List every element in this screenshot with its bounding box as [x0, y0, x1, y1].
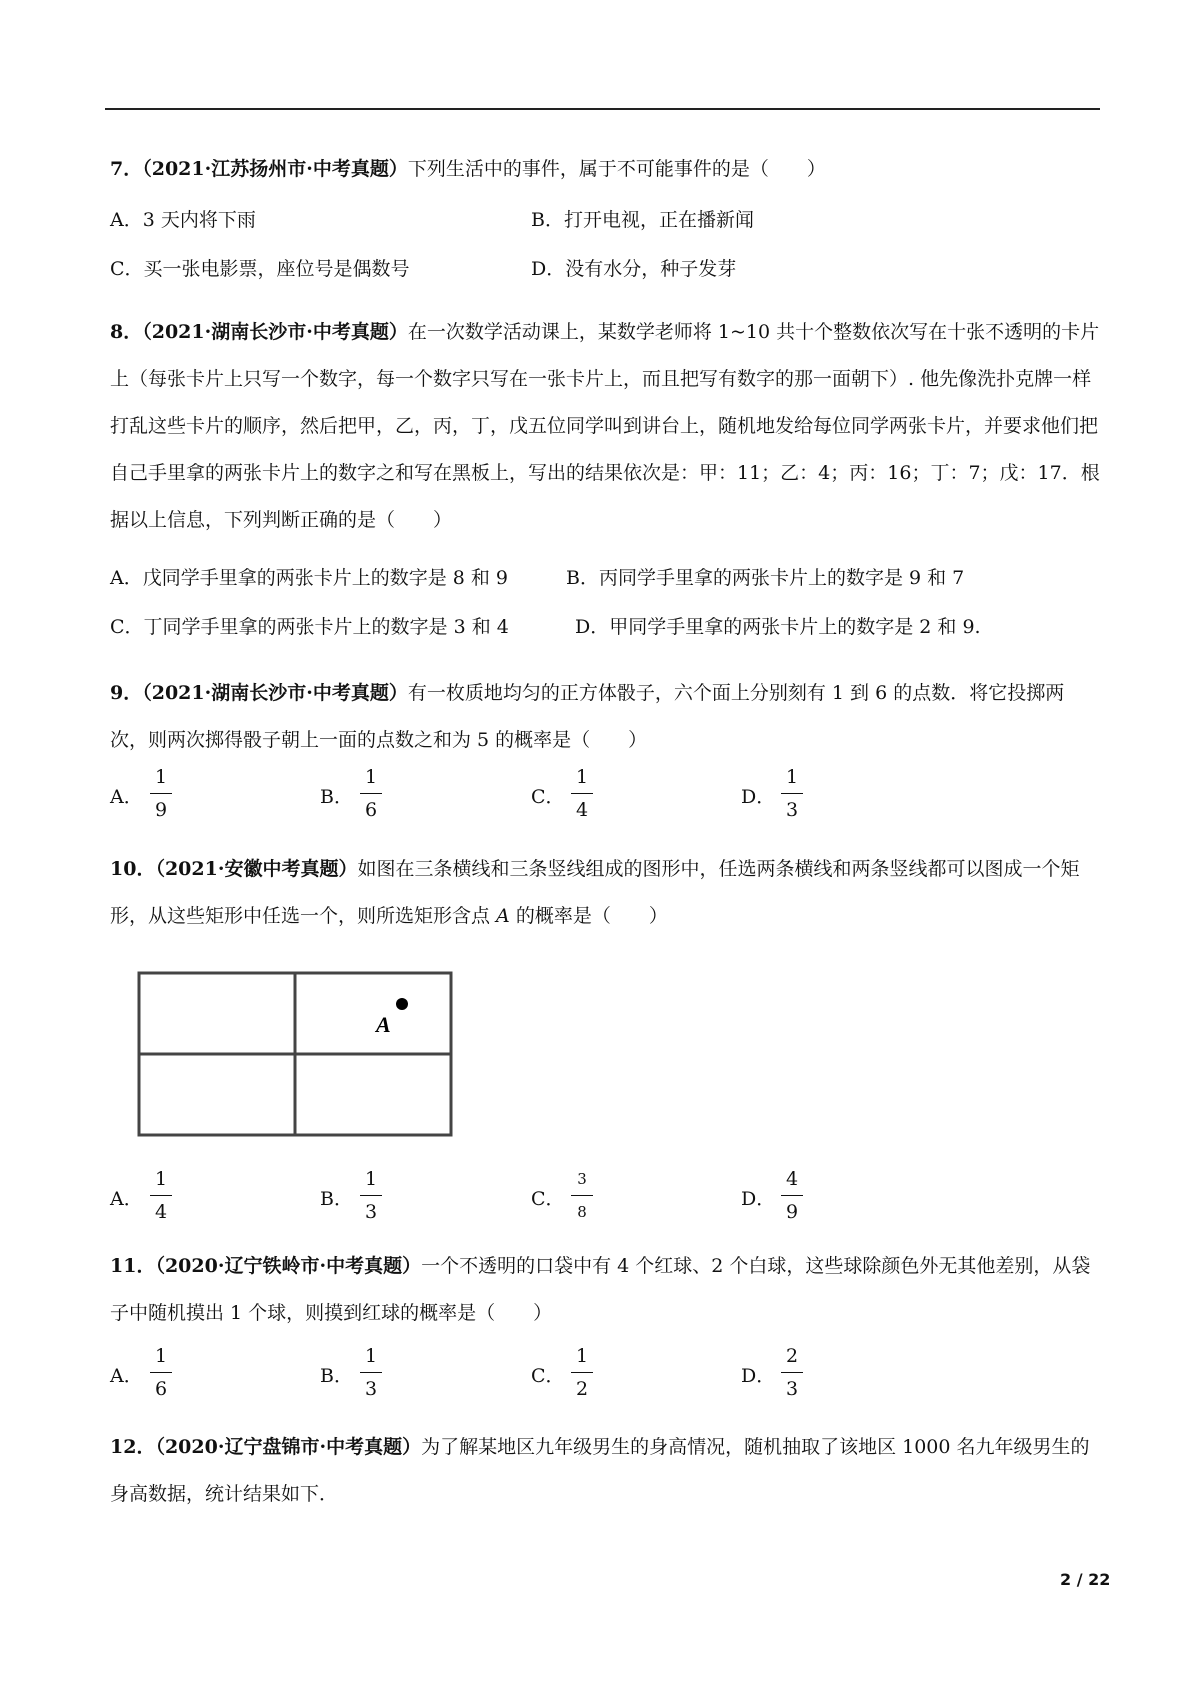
- question-source: （2021·安徽中考真题）: [155, 858, 358, 880]
- option-label: D．: [741, 786, 776, 808]
- fraction: [781, 1166, 803, 1225]
- option-label: C．: [531, 1365, 565, 1387]
- option-b: B．打开电视，正在播新闻: [531, 209, 754, 231]
- option-label: A．: [110, 786, 143, 808]
- point-a-label: A: [376, 1012, 391, 1037]
- option-label: B．: [320, 786, 353, 808]
- question-number: 8．: [110, 321, 143, 343]
- point-label: A: [496, 905, 510, 927]
- question-text: 在一次数学活动课上，某数学老师将 1~10 共十个整数依次写在十张不透明的卡片上（每张卡片上只写一个数字，每一个数字只写在一张卡片上，而且把写有数字的那一面朝下）. 他先像洗扑克牌一样打乱这些卡片的顺序，然后把甲，乙，丙，丁，戊五位同学叫到讲台上，随机地发给每位同学两张卡片，并要求他们把自己手里拿的两张卡片上的数字之和写在黑板上，写出的结果依次是：甲：11；乙：4；丙：16；丁：7；戊：17．根据以上信息，下列判断正确的是（ ）: [110, 321, 1100, 531]
- question-source: （2020·辽宁盘锦市·中考真题）: [155, 1436, 422, 1458]
- fraction: [781, 764, 803, 823]
- question-number: 11．: [110, 1255, 156, 1277]
- option-label: A．: [110, 1188, 143, 1210]
- denominator: 2: [575, 1378, 589, 1400]
- option-label: B．: [320, 1188, 353, 1210]
- fraction: [360, 764, 382, 823]
- fraction: [781, 1343, 803, 1402]
- fraction: [571, 1343, 593, 1402]
- numerator: 1: [364, 766, 378, 788]
- fraction: [150, 1343, 172, 1402]
- question-text: 为了解某地区九年级男生的身高情况，随机抽取了该地区 1000 名九年级男生的身高数据，统计结果如下．: [110, 1436, 1090, 1505]
- fraction: [571, 1166, 593, 1225]
- fraction: [150, 764, 172, 823]
- option-label: B．: [320, 1365, 353, 1387]
- option-label: D．: [741, 1365, 776, 1387]
- option-a: A．戊同学手里拿的两张卡片上的数字是 8 和 9: [110, 567, 509, 589]
- header-rule: [105, 108, 1100, 110]
- question-number: 10．: [110, 858, 156, 880]
- denominator: 9: [785, 1201, 799, 1223]
- numerator: 1: [154, 766, 168, 788]
- option-label: C．: [531, 1188, 565, 1210]
- fraction: [360, 1166, 382, 1225]
- numerator: 1: [575, 1345, 589, 1367]
- point-a-dot: [396, 998, 408, 1010]
- denominator: 3: [785, 799, 799, 821]
- question-number: 7．: [110, 158, 143, 180]
- denominator: 4: [575, 799, 589, 821]
- numerator: 1: [154, 1168, 168, 1190]
- denominator: 3: [364, 1378, 378, 1400]
- fraction: [150, 1166, 172, 1225]
- question-source: （2020·辽宁铁岭市·中考真题）: [155, 1255, 422, 1277]
- option-d: D．甲同学手里拿的两张卡片上的数字是 2 和 9.: [575, 616, 981, 638]
- numerator: 4: [785, 1168, 799, 1190]
- denominator: 3: [785, 1378, 799, 1400]
- grid-figure: [136, 970, 456, 1140]
- option-c: C．买一张电影票，座位号是偶数号: [110, 258, 410, 280]
- numerator: 1: [785, 766, 799, 788]
- numerator: 3: [577, 1170, 587, 1188]
- option-label: C．: [531, 786, 565, 808]
- option-a: A．3 天内将下雨: [110, 209, 256, 231]
- question-12: [110, 1424, 1100, 1518]
- numerator: 1: [154, 1345, 168, 1367]
- denominator: 8: [577, 1203, 587, 1221]
- question-10: [110, 846, 1100, 940]
- denominator: 6: [364, 799, 378, 821]
- denominator: 6: [154, 1378, 168, 1400]
- numerator: 1: [364, 1168, 378, 1190]
- question-source: （2021·江苏扬州市·中考真题）: [142, 158, 408, 180]
- denominator: 9: [154, 799, 168, 821]
- question-text: 有一枚质地均匀的正方体骰子，六个面上分别刻有 1 到 6 的点数．将它投掷两次，则两次掷得骰子朝上一面的点数之和为 5 的概率是（ ）: [110, 682, 1065, 751]
- numerator: 2: [785, 1345, 799, 1367]
- question-text: 下列生活中的事件，属于不可能事件的是（ ）: [407, 158, 826, 180]
- question-text: 如图在三条横线和三条竖线组成的图形中，任选两条横线和两条竖线都可以图成一个矩形，从这些矩形中任选一个，则所选矩形含点: [110, 858, 1080, 927]
- question-text: 一个不透明的口袋中有 4 个红球、2 个白球，这些球除颜色外无其他差别，从袋子中随机摸出 1 个球，则摸到红球的概率是（ ）: [110, 1255, 1091, 1324]
- option-b: B．丙同学手里拿的两张卡片上的数字是 9 和 7: [566, 567, 965, 589]
- option-d: D．没有水分，种子发芽: [531, 258, 737, 280]
- question-7: [110, 146, 1100, 193]
- question-8: [110, 309, 1100, 544]
- question-source: （2021·湖南长沙市·中考真题）: [142, 682, 408, 704]
- question-source: （2021·湖南长沙市·中考真题）: [142, 321, 408, 343]
- denominator: 4: [154, 1201, 168, 1223]
- page-number: 2 / 22: [1060, 1570, 1111, 1589]
- question-text-end: 的概率是（ ）: [509, 905, 668, 927]
- fraction: [360, 1343, 382, 1402]
- numerator: 1: [364, 1345, 378, 1367]
- question-number: 9．: [110, 682, 143, 704]
- question-9: [110, 670, 1100, 764]
- numerator: 1: [575, 766, 589, 788]
- option-c: C．丁同学手里拿的两张卡片上的数字是 3 和 4: [110, 616, 509, 638]
- question-11: [110, 1243, 1100, 1337]
- option-label: D．: [741, 1188, 776, 1210]
- denominator: 3: [364, 1201, 378, 1223]
- option-label: A．: [110, 1365, 143, 1387]
- question-number: 12．: [110, 1436, 156, 1458]
- fraction: [571, 764, 593, 823]
